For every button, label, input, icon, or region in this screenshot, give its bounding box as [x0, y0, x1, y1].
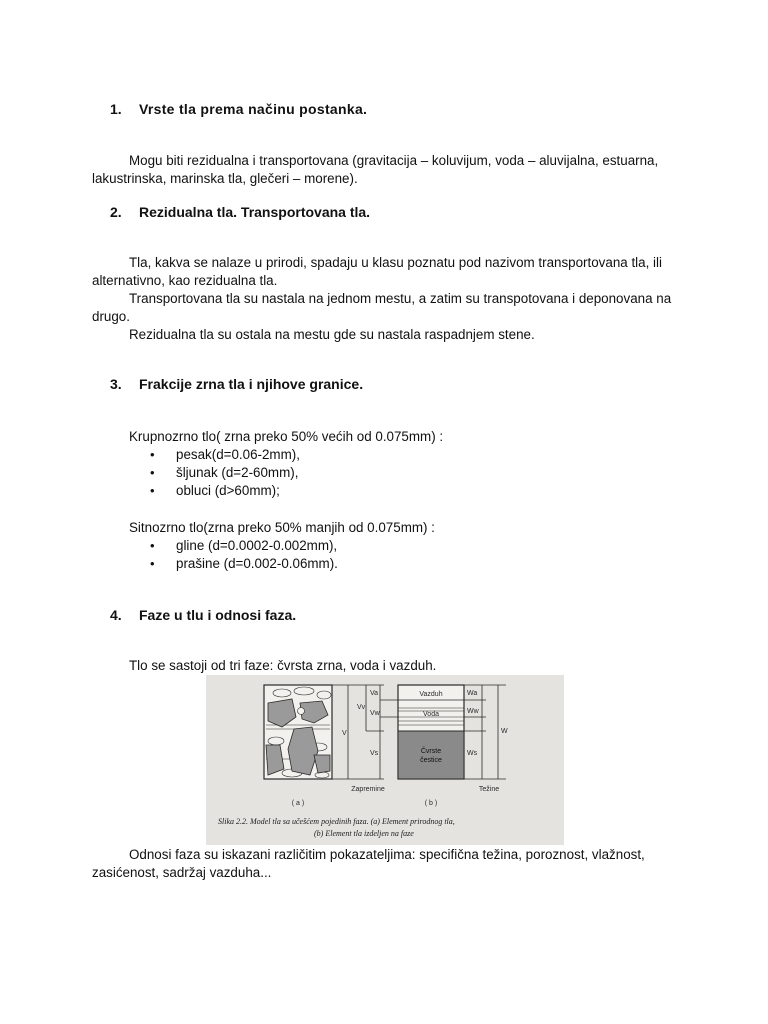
- solid-phase-label-1: Čvrste: [420, 748, 442, 755]
- list-item: • obluci (d>60mm);: [150, 482, 300, 500]
- section-title: Frakcije zrna tla i njihove granice.: [139, 376, 364, 392]
- weights-caption: Težine: [478, 786, 500, 793]
- paragraph-text: Sitnozrno tlo(zrna preko 50% manjih od 0.075mm) :: [129, 520, 435, 535]
- section-1-paragraph: [92, 152, 682, 188]
- paragraph-text: Tla, kakva se nalaze u prirodi, spadaju u klasu poznatu pod nazivom transportovana tla, ili alternativno, kao rezidualna tla.: [92, 255, 662, 288]
- section-number: 3.: [110, 376, 122, 392]
- figure-caption-line-1: Slika 2.2. Model tla sa učešćem pojedinih faza. (a) Element prirodnog tla,: [218, 817, 455, 826]
- section-title: Faze u tlu i odnosi faza.: [139, 607, 297, 623]
- coarse-soil-list: [150, 446, 300, 500]
- section-title: Rezidualna tla. Transportovana tla.: [139, 204, 371, 220]
- volume-total-label: V: [342, 730, 347, 737]
- coarse-soil-intro: [92, 428, 682, 446]
- solid-phase-label-2: čestice: [420, 757, 442, 764]
- soil-phase-model-figure: [206, 675, 564, 845]
- natural-soil-element: [264, 685, 332, 779]
- list-item: • pesak(d=0.06-2mm),: [150, 446, 300, 464]
- section-2-heading: [110, 204, 370, 220]
- list-item: • prašine (d=0.002-0.06mm).: [150, 555, 338, 573]
- paragraph-text: Mogu biti rezidualna i transportovana (gravitacija – koluvijum, voda – aluvijalna, estuarna, lakustrinska, marinska tla, glečeri – morene).: [92, 153, 659, 186]
- weight-dimension-lines: [464, 685, 506, 779]
- list-item: • šljunak (d=2-60mm),: [150, 464, 300, 482]
- phase-diagram: [398, 685, 464, 779]
- part-b-label: ( b ): [424, 800, 438, 807]
- list-item: • gline (d=0.0002-0.002mm),: [150, 537, 338, 555]
- section-2-paragraph-2: [92, 290, 682, 326]
- figure-caption-line-2: (b) Element tla izdeljen na faze: [314, 829, 414, 838]
- weight-air-label: Wa: [467, 690, 478, 697]
- air-phase-label: Vazduh: [419, 691, 443, 698]
- paragraph-text: Transportovana tla su nastala na jednom mestu, a zatim su transpotovana i deponovana na drugo.: [92, 291, 672, 324]
- section-number: 2.: [110, 204, 122, 220]
- fine-soil-list: [150, 537, 338, 573]
- paragraph-text: Tlo se sastoji od tri faze: čvrsta zrna, voda i vazduh.: [129, 658, 437, 673]
- section-2-paragraph-1: [92, 254, 682, 290]
- volume-solids-label: Vs: [370, 750, 379, 757]
- volume-voids-label: Vv: [357, 704, 366, 711]
- section-2-paragraph-3: [92, 326, 682, 344]
- volume-water-label: Vw: [370, 710, 380, 717]
- weight-water-label: Ww: [467, 708, 479, 715]
- water-phase-label: Voda: [423, 711, 439, 718]
- fine-soil-intro: [92, 519, 682, 537]
- section-number: 1.: [110, 101, 122, 117]
- phases-intro: [92, 657, 682, 675]
- section-number: 4.: [110, 607, 122, 623]
- part-a-label: ( a ): [291, 800, 305, 807]
- section-1-heading: [110, 101, 367, 117]
- volumes-caption: Zapremine: [351, 786, 385, 793]
- section-3-heading: [110, 376, 363, 392]
- section-4-heading: [110, 607, 296, 623]
- volume-air-label: Va: [370, 690, 379, 697]
- paragraph-text: Odnosi faza su iskazani različitim pokazateljima: specifična težina, poroznost, vlažnost, zasićenost, sadržaj vazduha...: [92, 847, 645, 880]
- paragraph-text: Rezidualna tla su ostala na mestu gde su nastala raspadnjem stene.: [129, 327, 535, 342]
- section-title: Vrste tla prema načinu postanka.: [139, 101, 368, 117]
- paragraph-text: Krupnozrno tlo( zrna preko 50% većih od 0.075mm) :: [129, 429, 444, 444]
- phases-outro: [92, 846, 682, 882]
- weight-solids-label: Ws: [467, 750, 478, 757]
- weight-total-label: W: [501, 728, 508, 735]
